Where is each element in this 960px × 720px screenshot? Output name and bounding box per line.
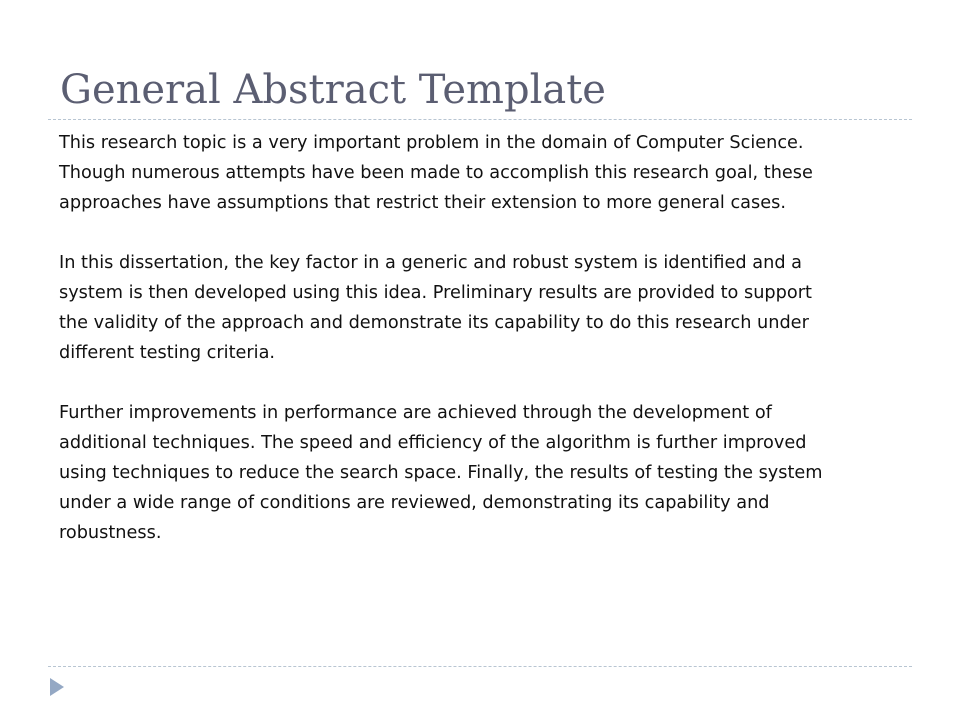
paragraph-3 [59,398,889,548]
paragraph-2 [59,248,889,368]
paragraph-1 [59,128,889,218]
paragraph-line: robustness. [59,523,162,543]
paragraph-line: the validity of the approach and demonstrate its capability to do this research under [59,313,809,333]
paragraph-line: different testing criteria. [59,343,276,363]
paragraph-line: In this dissertation, the key factor in a generic and robust system is identified and a [59,253,803,273]
paragraph-line: approaches have assumptions that restrict their extension to more general cases. [59,193,786,213]
paragraph-line: Though numerous attempts have been made to accomplish this research goal, these [59,163,813,183]
paragraph-line: additional techniques. The speed and efficiency of the algorithm is further improved [59,433,807,453]
paragraph-line: system is then developed using this idea. Preliminary results are provided to support [59,283,812,303]
paragraph-line: using techniques to reduce the search space. Finally, the results of testing the system [59,463,823,483]
paragraph-line: under a wide range of conditions are reviewed, demonstrating its capability and [59,493,770,513]
paragraph-line: This research topic is a very important problem in the domain of Computer Science. [59,133,804,153]
slide-title: General Abstract Template [60,67,606,113]
abstract-body [59,128,889,548]
paragraph-line: Further improvements in performance are achieved through the development of [59,403,772,423]
top-divider [48,119,912,120]
bottom-divider [48,666,912,667]
triangle-right-icon [48,676,66,698]
